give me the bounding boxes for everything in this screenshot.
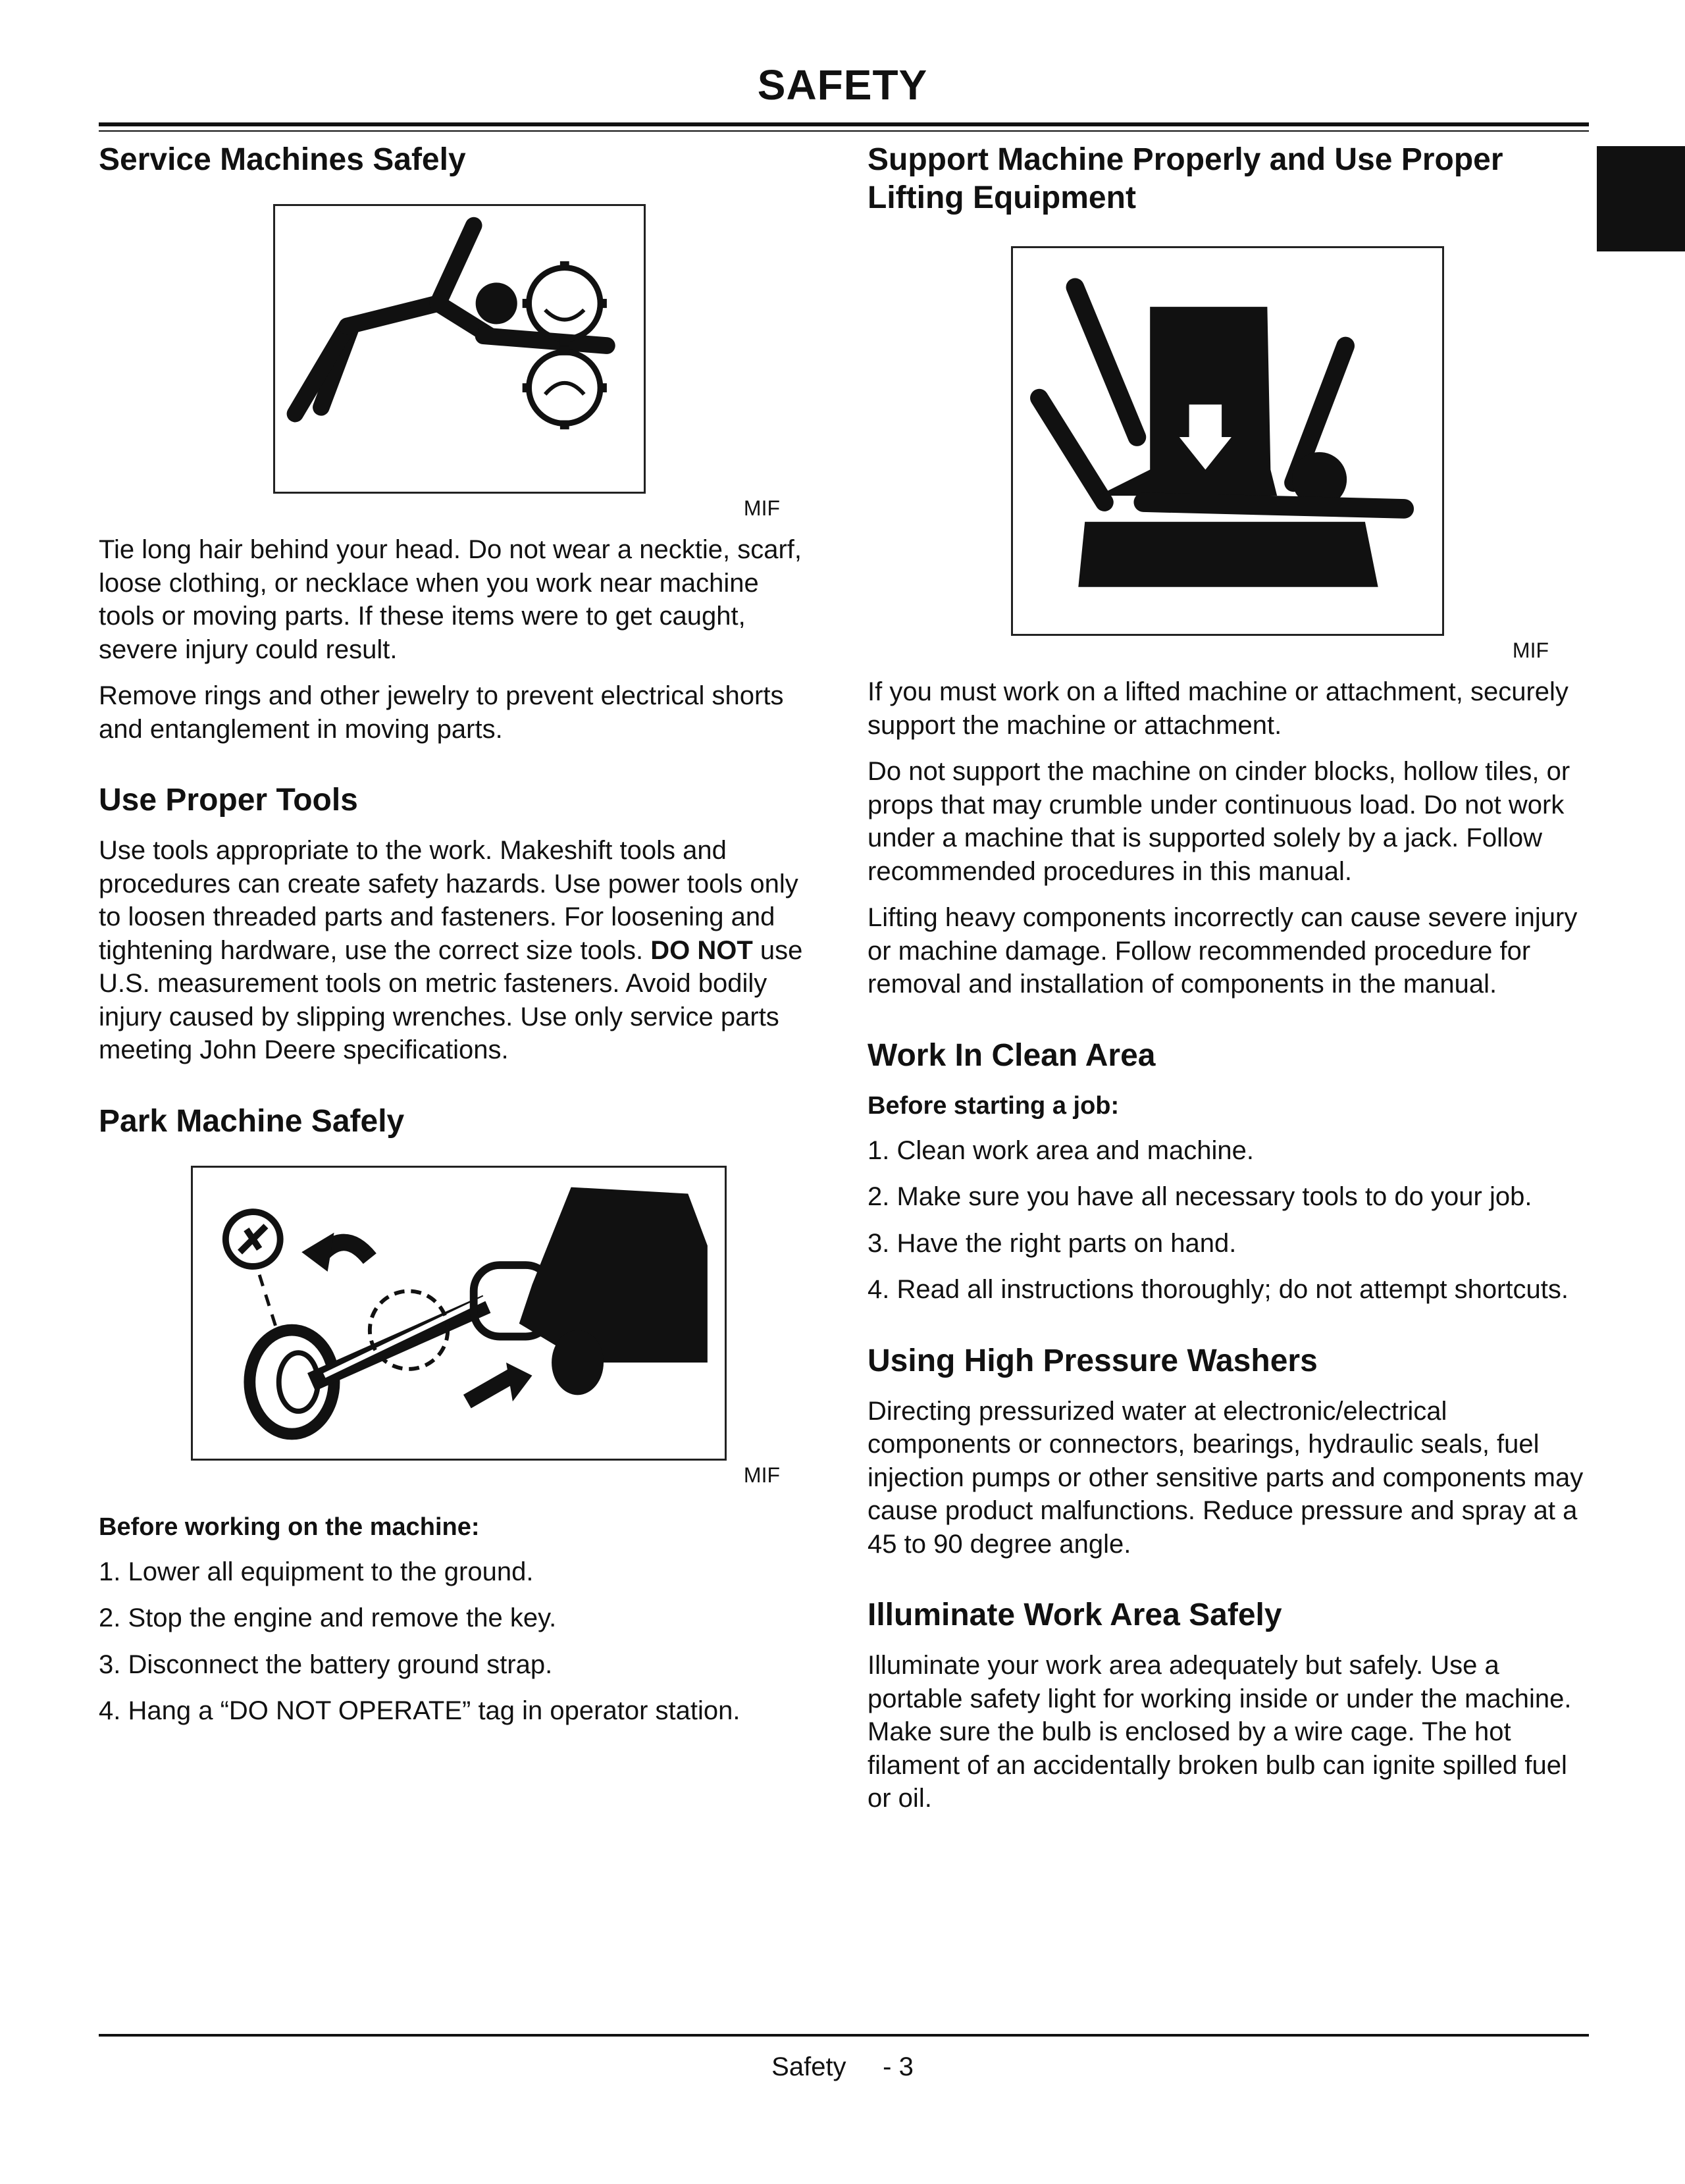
washers-heading: Using High Pressure Washers bbox=[868, 1343, 1318, 1378]
park-key-figure bbox=[191, 1166, 727, 1461]
tools-text-1: Use tools appropriate to the work. Makeshift tools and procedures can create safety hazards. Use power tools only to loosen threaded parts and fasteners. For loosening and tightening hardware, use the correct size tools. bbox=[99, 836, 798, 965]
ignition-key-icon bbox=[193, 1168, 725, 1459]
illuminate-heading: Illuminate Work Area Safely bbox=[868, 1598, 1282, 1632]
header-rule-thin bbox=[99, 130, 1589, 132]
support-heading: Support Machine Properly and Use Proper Lifting Equipment bbox=[868, 142, 1503, 215]
list-item: 4. Hang a “DO NOT OPERATE” tag in operator station. bbox=[99, 1696, 740, 1725]
tools-text-2: use U.S. measurement tools on metric fasteners. Avoid bodily injury caused by slipping wrenches. Use only service parts meeting John Deere specifications. bbox=[99, 935, 803, 1064]
clean-subheading: Before starting a job: bbox=[868, 1091, 1120, 1120]
list-item: 4. Read all instructions thoroughly; do not attempt shortcuts. bbox=[868, 1275, 1569, 1304]
list-item: 2. Make sure you have all necessary tools to do your job. bbox=[868, 1182, 1532, 1211]
service-paragraph-2: Remove rings and other jewelry to prevent electrical shorts and entanglement in moving parts. bbox=[99, 681, 784, 744]
crush-hazard-figure bbox=[1011, 246, 1444, 636]
support-paragraph-3: Lifting heavy components incorrectly can cause severe injury or machine damage. Follow recommended procedure for removal and installation of components in the manual. bbox=[868, 903, 1578, 999]
footer-page-number: - 3 bbox=[883, 2052, 914, 2081]
figure-label: MIF bbox=[1512, 638, 1549, 662]
tools-paragraph bbox=[99, 834, 816, 1067]
list-item: 1. Lower all equipment to the ground. bbox=[99, 1557, 534, 1586]
header-rule-thick bbox=[99, 122, 1589, 126]
service-paragraph-1: Tie long hair behind your head. Do not wear a necktie, scarf, loose clothing, or necklace when you work near machine tools or moving parts. If these items were to get caught, severe injury could result. bbox=[99, 535, 802, 664]
tools-text-bold: DO NOT bbox=[650, 935, 753, 965]
figure-label: MIF bbox=[743, 496, 780, 520]
page-footer bbox=[0, 2052, 1685, 2082]
page-title: SAFETY bbox=[757, 61, 928, 109]
illuminate-paragraph: Illuminate your work area adequately but safely. Use a portable safety light for working inside or under the machine. Make sure the bulb is enclosed by a wire cage. The hot filament of an accidentally broken bulb can ignite spilled fuel or oil. bbox=[868, 1651, 1572, 1813]
list-item: 3. Disconnect the battery ground strap. bbox=[99, 1650, 553, 1679]
washers-paragraph: Directing pressurized water at electronic/electrical components or connectors, bearings, hydraulic seals, fuel injection pumps or other sensitive parts and components may cause product malfunctions. Reduce pressure and spray at a 45 to 90 degree angle. bbox=[868, 1396, 1584, 1559]
crush-hazard-icon bbox=[1013, 248, 1442, 634]
list-item: 1. Clean work area and machine. bbox=[868, 1135, 1254, 1165]
support-paragraph-1: If you must work on a lifted machine or attachment, securely support the machine or attachment. bbox=[868, 677, 1568, 740]
park-heading: Park Machine Safely bbox=[99, 1103, 405, 1139]
left-column bbox=[99, 138, 816, 1728]
entanglement-hazard-icon bbox=[275, 206, 644, 492]
section-tab-marker bbox=[1597, 146, 1685, 251]
support-paragraph-2: Do not support the machine on cinder blocks, hollow tiles, or props that may crumble under continuous load. Do not work under a machine that is supported solely by a jack. Follow recommended procedures in this manual. bbox=[868, 757, 1570, 886]
service-heading: Service Machines Safely bbox=[99, 142, 466, 177]
park-subheading: Before working on the machine: bbox=[99, 1513, 480, 1541]
entanglement-hazard-figure bbox=[273, 204, 646, 494]
footer-rule bbox=[99, 2034, 1589, 2037]
right-column bbox=[868, 138, 1585, 1815]
list-item: 2. Stop the engine and remove the key. bbox=[99, 1603, 557, 1632]
tools-heading: Use Proper Tools bbox=[99, 783, 358, 818]
footer-section: Safety bbox=[771, 2052, 846, 2081]
clean-heading: Work In Clean Area bbox=[868, 1037, 1156, 1073]
figure-label: MIF bbox=[743, 1463, 780, 1487]
list-item: 3. Have the right parts on hand. bbox=[868, 1228, 1237, 1258]
